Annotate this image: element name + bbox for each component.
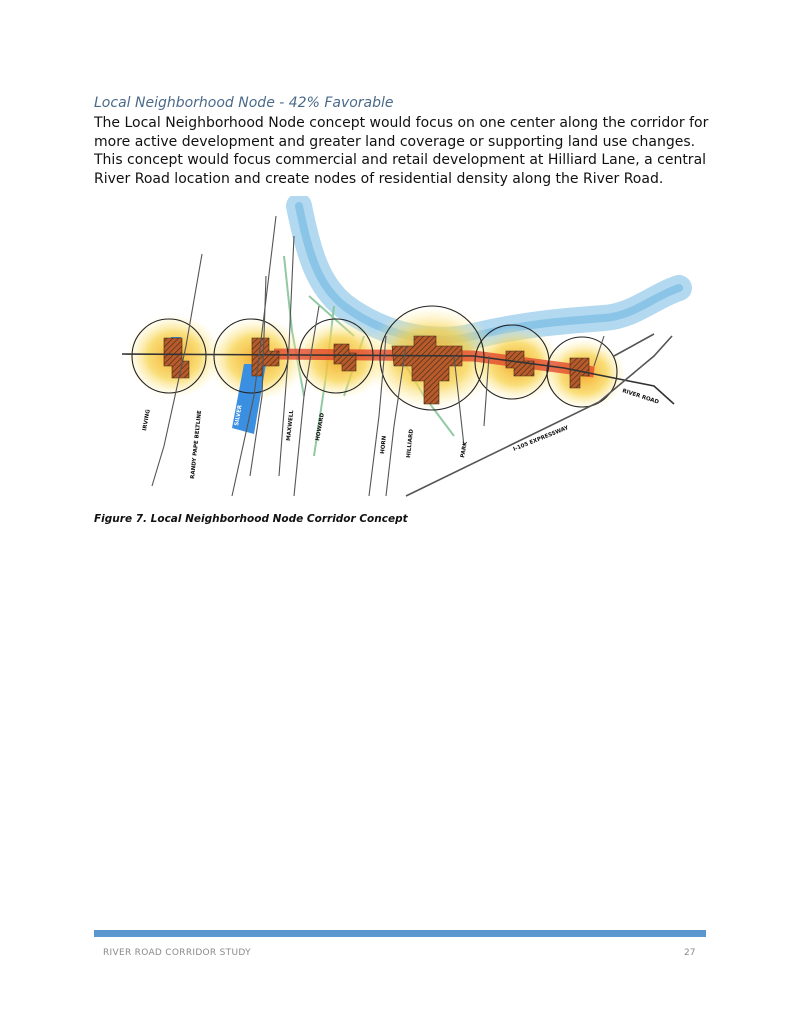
- label-silver: SILVER: [234, 404, 244, 427]
- footer-title: RIVER ROAD CORRIDOR STUDY: [103, 948, 251, 958]
- label-randy-pape: RANDY PAPE BELTLINE: [190, 410, 204, 480]
- label-horn: HORN: [380, 435, 388, 455]
- label-howard: HOWARD: [315, 412, 326, 442]
- body-paragraph: The Local Neighborhood Node concept would focus on one center along the corridor for more active development and greater land coverage or supporting land use changes. This concept would focus commercial and retail development at Hilliard Lane, a central River Road location and create nodes of residential density along the River Road.: [94, 115, 709, 187]
- label-river-road: RIVER ROAD: [621, 388, 660, 406]
- page-number: 27: [684, 948, 696, 958]
- label-expressway: I-105 EXPRESSWAY: [512, 425, 570, 453]
- label-hilliard: HILLIARD: [406, 428, 415, 459]
- label-maxwell: MAXWELL: [286, 409, 296, 442]
- corridor-concept-figure: [94, 196, 706, 502]
- river: [299, 206, 679, 340]
- label-irving: IRVING: [142, 408, 152, 432]
- label-park: PARK: [460, 441, 469, 459]
- figure-caption: Figure 7. Local Neighborhood Node Corridor Concept: [94, 513, 408, 525]
- footer-bar: [94, 930, 706, 937]
- section-heading: Local Neighborhood Node - 42% Favorable: [94, 95, 394, 111]
